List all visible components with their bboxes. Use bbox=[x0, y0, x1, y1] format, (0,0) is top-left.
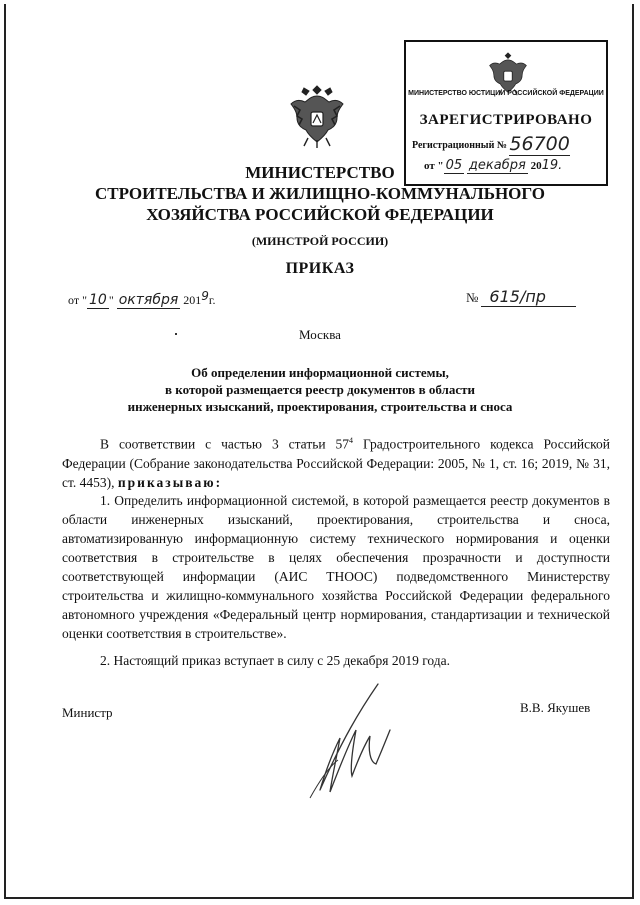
order-item-2: 2. Настоящий приказ вступает в силу с 25 декабря 2019 года. bbox=[100, 653, 451, 668]
document-type: ПРИКАЗ bbox=[285, 260, 355, 277]
stamp-reg-number-line bbox=[412, 133, 570, 155]
preamble-text-a: В соответствии с частью 3 статьи 57 bbox=[100, 436, 350, 452]
city: Москва bbox=[299, 327, 341, 342]
subject-line-1: Об определении информационной системы, bbox=[191, 365, 449, 380]
subject-line-2: в которой размещается реестр документов в области bbox=[165, 382, 475, 397]
ministry-line-2: СТРОИТЕЛЬСТВА И ЖИЛИЩНО-КОММУНАЛЬНОГО bbox=[94, 184, 546, 203]
order-subject bbox=[80, 364, 560, 415]
order-number bbox=[466, 287, 576, 306]
ministry-short-name: (МИНСТРОЙ РОССИИ) bbox=[251, 234, 389, 248]
signatory-name: В.В. Якушев bbox=[520, 700, 591, 715]
order-date-mid: " bbox=[108, 293, 114, 307]
stamp-reg-label: Регистрационный № bbox=[412, 140, 507, 151]
ministry-heading bbox=[0, 162, 640, 225]
ministry-line-1: МИНИСТЕРСТВО bbox=[245, 163, 395, 182]
stamp-registered: ЗАРЕГИСТРИРОВАНО bbox=[419, 112, 593, 128]
stamp-ministry: МИНИСТЕРСТВО ЮСТИЦИИ РОССИЙСКОЙ ФЕДЕРАЦИИ bbox=[408, 90, 604, 97]
order-number-label: № bbox=[466, 290, 479, 305]
order-date-prefix: от " bbox=[68, 293, 87, 307]
stamp-date-day: 05 bbox=[445, 158, 463, 173]
order-item-1: 1. Определить информационной системой, в которой размещается реестр документов в области инженерных изысканий, проектирования, строительства и сноса, автоматизированную информационную систему технического нормирования и оценки соответствия в строительстве в целях обеспечения прозрачности и доступности соответствующей информации (АИС ТНООС) подведомственного Министерству строительства и жилищно-коммунального хозяйства Российской Федерации федерального автономного учреждения «Федеральный центр нормирования, стандартизации и технической оценки соответствия в строительстве». bbox=[62, 493, 610, 641]
order-date-month: октября bbox=[118, 292, 179, 308]
stamp-reg-number: 56700 bbox=[509, 133, 570, 155]
order-date bbox=[68, 289, 215, 308]
stamp-date-month: декабря bbox=[468, 158, 526, 173]
order-date-suffix: г. bbox=[208, 293, 216, 307]
stamp-date-year: 19. bbox=[541, 158, 563, 173]
subject-line-3: инженерных изысканий, проектирования, строительства и сноса bbox=[127, 399, 513, 414]
preamble-text-b: Градостроительного кодекса Российской Федерации (Собрание законодательства Российской Федерации: 2005, № 1, ст. 16; 2019, № 31, ст. 4453), bbox=[62, 436, 610, 490]
ministry-line-3: ХОЗЯЙСТВА РОССИЙСКОЙ ФЕДЕРАЦИИ bbox=[146, 205, 494, 224]
order-number-value: 615/пр bbox=[481, 287, 576, 307]
coat-of-arms-icon bbox=[286, 82, 348, 150]
preamble-paragraph bbox=[62, 431, 610, 492]
handwritten-signature-icon bbox=[290, 680, 400, 800]
preamble-decree: приказываю: bbox=[117, 474, 223, 490]
preamble-superscript: 4 bbox=[349, 436, 354, 445]
order-date-year-prefix: 201 bbox=[183, 293, 202, 307]
order-date-day: 10 bbox=[88, 292, 107, 308]
stamp-date-year-prefix: 20 bbox=[530, 160, 542, 172]
stamp-date-prefix: от " bbox=[424, 160, 444, 172]
signatory-title: Министр bbox=[62, 705, 113, 720]
order-date-year: 9 bbox=[201, 289, 209, 303]
